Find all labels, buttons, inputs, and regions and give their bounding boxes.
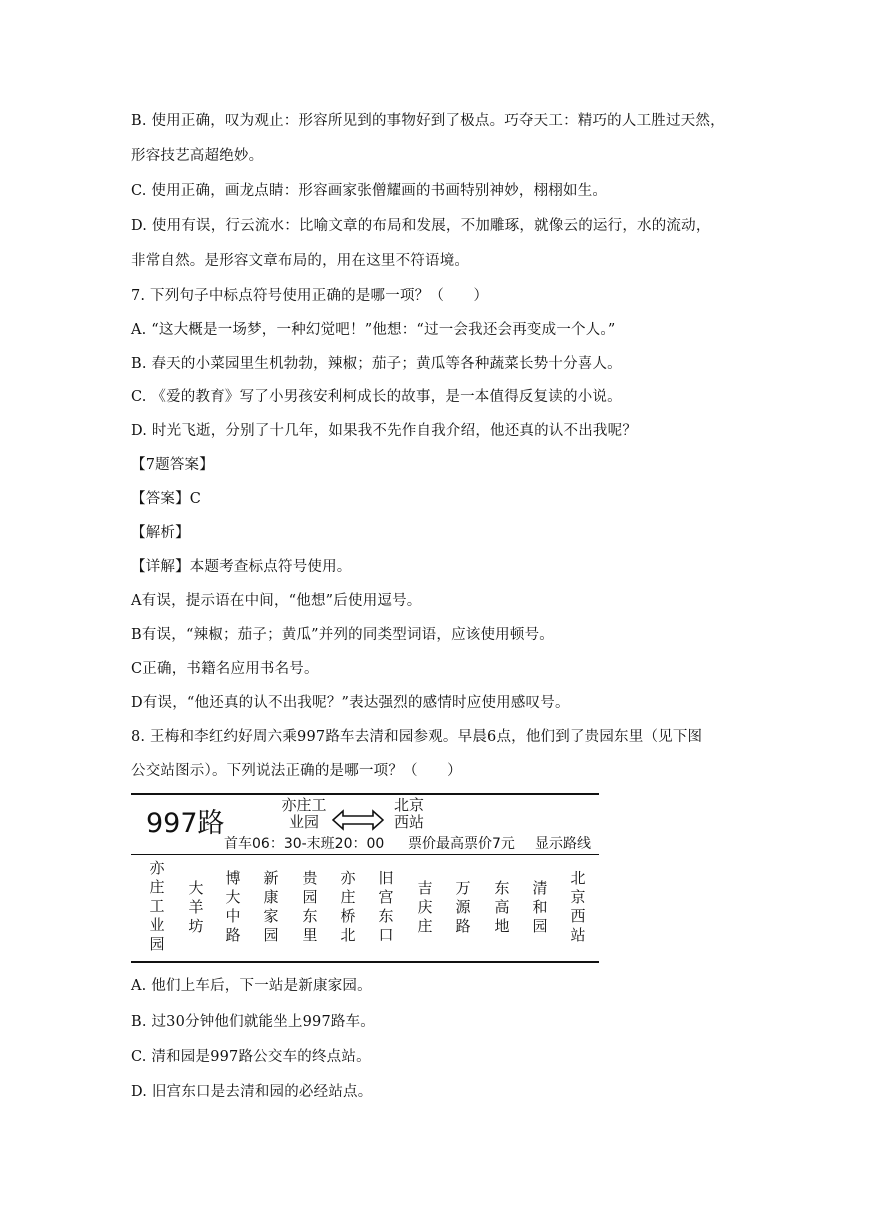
terminal-b: 北京 西站 xyxy=(393,796,424,831)
text-line: 非常自然。是形容文章布局的，用在这里不符语境。 xyxy=(131,253,470,269)
text-line: 公交站图示）。下列说法正确的是哪一项？（ ） xyxy=(131,763,462,779)
route-number: 997路 xyxy=(146,808,225,839)
stop: 亦庄工业园 xyxy=(149,859,165,953)
text-line: B有误，“辣椒；茄子；黄瓜”并列的同类型词语，应该使用顿号。 xyxy=(131,627,554,643)
bottom-rule xyxy=(131,961,599,963)
option-c: C. 《爱的教育》写了小男孩安利柯成长的故事，是一本值得反复读的小说。 xyxy=(131,389,622,405)
stop: 新康家园 xyxy=(263,869,279,944)
stop: 旧宫东口 xyxy=(378,869,394,944)
analysis-heading: 【解析】 xyxy=(131,525,190,541)
stop: 万源路 xyxy=(455,879,471,935)
text-line: A有误，提示语在中间，“他想”后使用逗号。 xyxy=(131,593,422,609)
stop: 东高地 xyxy=(494,879,510,935)
option-b: B. 过30分钟他们就能坐上997路车。 xyxy=(131,1014,375,1030)
option-c: C. 清和园是997路公交车的终点站。 xyxy=(131,1049,371,1065)
text-line: C. 使用正确，画龙点睛：形容画家张僧耀画的书画特别神妙，栩栩如生。 xyxy=(131,183,608,199)
stop: 亦庄桥北 xyxy=(340,869,356,944)
schedule: 首车06：30-末班20：00 xyxy=(224,836,385,852)
option-b: B. 春天的小菜园里生机勃勃，辣椒；茄子；黄瓜等各种蔬菜长势十分喜人。 xyxy=(131,356,622,372)
fare: 票价最高票价7元 xyxy=(408,836,515,852)
text-line: D. 使用有误，行云流水：比喻文章的布局和发展，不加雕琢，就像云的运行，水的流动， xyxy=(131,218,711,234)
display-route: 显示路线 xyxy=(535,836,591,852)
text-line: B. 使用正确，叹为观止：形容所见到的事物好到了极点。巧夺天工：精巧的人工胜过天然， xyxy=(131,113,725,129)
stop: 大羊坊 xyxy=(188,879,204,935)
text-line: 形容技艺高超绝妙。 xyxy=(131,148,264,164)
answer-heading: 【7题答案】 xyxy=(131,457,214,473)
stop: 吉庆庄 xyxy=(417,879,433,935)
detail-heading: 【详解】本题考查标点符号使用。 xyxy=(131,559,352,575)
text-line: D有误，“他还真的认不出我呢？”表达强烈的感情时应使用感叹号。 xyxy=(131,695,570,711)
option-a: A. “这大概是一场梦，一种幻觉吧！”他想：“过一会我还会再变成一个人。” xyxy=(131,322,616,338)
bus-stop-sign xyxy=(131,793,599,963)
answer: 【答案】C xyxy=(131,491,202,507)
stop: 北京西站 xyxy=(570,869,586,944)
stop: 博大中路 xyxy=(225,869,241,944)
option-d: D. 时光飞逝，分别了十几年，如果我不先作自我介绍，他还真的认不出我呢？ xyxy=(131,423,638,439)
stop: 清和园 xyxy=(532,879,548,935)
top-rule xyxy=(131,793,599,795)
stop: 贵园东里 xyxy=(302,869,318,944)
terminal-a: 亦庄工 业园 xyxy=(281,796,327,831)
double-arrow-icon xyxy=(332,809,384,831)
question-8: 8. 王梅和李红约好周六乘997路车去清和园参观。早晨6点，他们到了贵园东里（见下图 xyxy=(131,729,703,745)
text-line: C正确，书籍名应用书名号。 xyxy=(131,661,319,677)
option-a: A. 他们上车后，下一站是新康家园。 xyxy=(131,978,372,994)
option-d: D. 旧宫东口是去清和园的必经站点。 xyxy=(131,1084,373,1100)
question-7: 7. 下列句子中标点符号使用正确的是哪一项？（ ） xyxy=(131,288,489,304)
middle-rule xyxy=(131,854,599,855)
